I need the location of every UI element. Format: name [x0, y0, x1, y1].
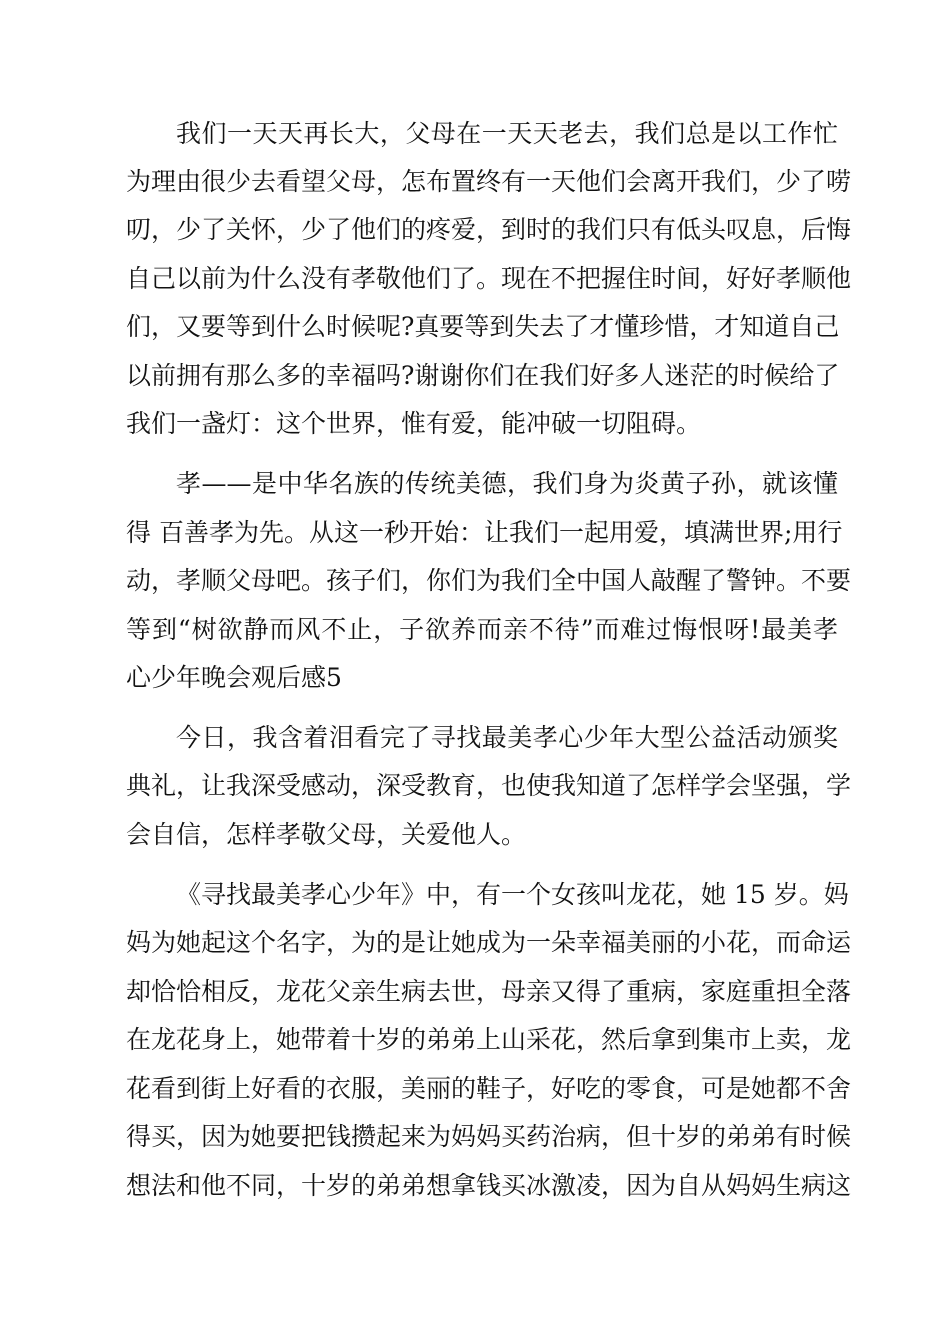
text-line: 动，孝顺父母吧。孩子们，你们为我们全中国人敲醒了警钟。不要 [126, 566, 852, 595]
text-line: 今日，我含着泪看完了寻找最美孝心少年大型公益活动颁奖 [176, 723, 838, 752]
text-line: 想法和他不同，十岁的弟弟想拿钱买冰激凌，因为自从妈妈生病这 [126, 1171, 852, 1200]
text-line: 叨，少了关怀，少了他们的疼爱，到时的我们只有低头叹息，后悔 [126, 215, 852, 244]
text-line: 以前拥有那么多的幸福吗?谢谢你们在我们好多人迷茫的时候给了 [126, 361, 840, 390]
text-line: 孝——是中华名族的传统美德，我们身为炎黄子孙，就该懂 [176, 469, 838, 498]
text-line: 等到“树欲静而风不止，子欲养而亲不待”而难过悔恨呀!最美孝 [126, 615, 838, 644]
text-line: 花看到街上好看的衣服，美丽的鞋子，好吃的零食，可是她都不舍 [126, 1074, 852, 1103]
text-line: 心少年晚会观后感5 [126, 663, 342, 692]
text-line: 会自信，怎样孝敬父母，关爱他人。 [126, 820, 527, 849]
text-line: 我们一盏灯：这个世界，惟有爱，能冲破一切阻碍。 [126, 409, 702, 438]
text-line: 得 百善孝为先。从这一秒开始：让我们一起用爱，填满世界;用行 [126, 518, 843, 547]
text-line: 却恰恰相反，龙花父亲生病去世，母亲又得了重病，家庭重担全落 [126, 977, 852, 1006]
text-line: 我们一天天再长大，父母在一天天老去，我们总是以工作忙 [176, 119, 838, 148]
text-line: 们，又要等到什么时候呢?真要等到失去了才懂珍惜，才知道自己 [126, 312, 840, 341]
text-line: 《寻找最美孝心少年》中，有一个女孩叫龙花，她 15 岁。妈 [176, 880, 849, 909]
text-line: 典礼，让我深受感动，深受教育，也使我知道了怎样学会坚强，学 [126, 771, 852, 800]
text-line: 为理由很少去看望父母，怎布置终有一天他们会离开我们，少了唠 [126, 167, 852, 196]
text-line: 妈为她起这个名字，为的是让她成为一朵幸福美丽的小花，而命运 [126, 928, 852, 957]
text-line: 自己以前为什么没有孝敬他们了。现在不把握住时间，好好孝顺他 [126, 264, 852, 293]
text-line: 得买，因为她要把钱攒起来为妈妈买药治病，但十岁的弟弟有时候 [126, 1122, 852, 1151]
text-line: 在龙花身上，她带着十岁的弟弟上山采花，然后拿到集市上卖，龙 [126, 1025, 852, 1054]
